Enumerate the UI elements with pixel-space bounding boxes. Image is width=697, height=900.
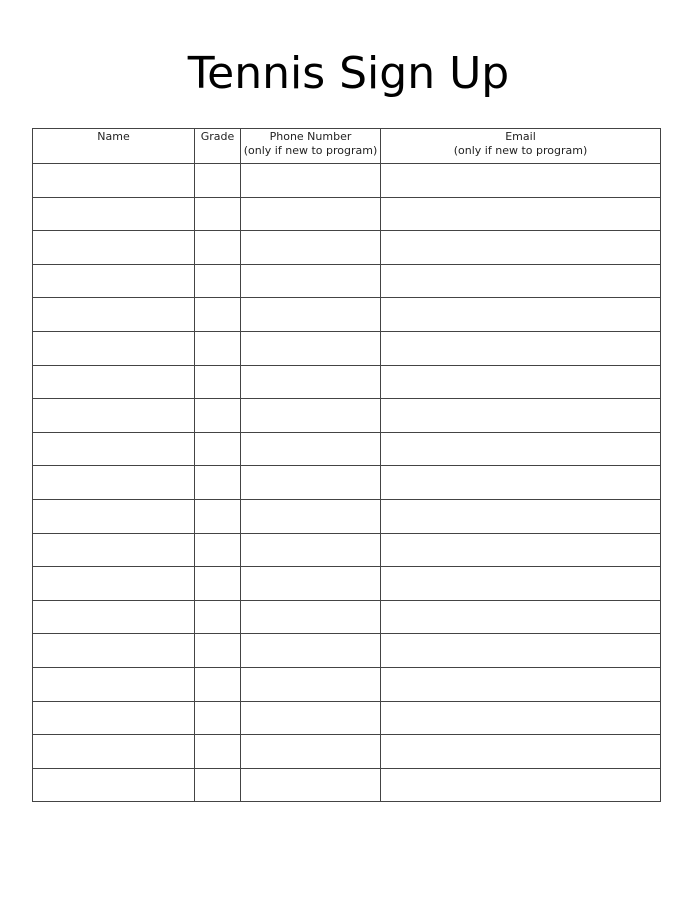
phone-cell[interactable] xyxy=(241,164,381,198)
name-cell[interactable] xyxy=(33,264,195,298)
grade-cell[interactable] xyxy=(195,533,241,567)
email-cell[interactable] xyxy=(381,735,661,769)
name-cell[interactable] xyxy=(33,432,195,466)
name-cell[interactable] xyxy=(33,768,195,802)
grade-cell[interactable] xyxy=(195,667,241,701)
table-row xyxy=(33,533,661,567)
phone-cell[interactable] xyxy=(241,701,381,735)
grade-cell[interactable] xyxy=(195,231,241,265)
table-row xyxy=(33,499,661,533)
name-cell[interactable] xyxy=(33,567,195,601)
grade-cell[interactable] xyxy=(195,399,241,433)
table-row xyxy=(33,634,661,668)
table-row xyxy=(33,231,661,265)
phone-cell[interactable] xyxy=(241,466,381,500)
table-body xyxy=(33,164,661,802)
table-row xyxy=(33,466,661,500)
email-cell[interactable] xyxy=(381,264,661,298)
signup-table xyxy=(32,128,661,802)
grade-cell[interactable] xyxy=(195,432,241,466)
phone-cell[interactable] xyxy=(241,533,381,567)
phone-cell[interactable] xyxy=(241,567,381,601)
name-cell[interactable] xyxy=(33,197,195,231)
name-cell[interactable] xyxy=(33,164,195,198)
grade-cell[interactable] xyxy=(195,768,241,802)
table-row xyxy=(33,331,661,365)
email-cell[interactable] xyxy=(381,768,661,802)
column-header-label: Grade xyxy=(200,130,235,143)
table-row xyxy=(33,701,661,735)
email-cell[interactable] xyxy=(381,533,661,567)
grade-cell[interactable] xyxy=(195,701,241,735)
phone-cell[interactable] xyxy=(241,231,381,265)
grade-cell[interactable] xyxy=(195,567,241,601)
name-cell[interactable] xyxy=(33,231,195,265)
table-row xyxy=(33,164,661,198)
grade-cell[interactable] xyxy=(195,499,241,533)
table-row xyxy=(33,667,661,701)
name-cell[interactable] xyxy=(33,533,195,567)
grade-cell[interactable] xyxy=(195,735,241,769)
table-row xyxy=(33,298,661,332)
email-cell[interactable] xyxy=(381,365,661,399)
phone-cell[interactable] xyxy=(241,365,381,399)
name-cell[interactable] xyxy=(33,298,195,332)
email-cell[interactable] xyxy=(381,331,661,365)
phone-cell[interactable] xyxy=(241,264,381,298)
header-row xyxy=(33,129,661,164)
grade-cell[interactable] xyxy=(195,634,241,668)
phone-cell[interactable] xyxy=(241,634,381,668)
email-cell[interactable] xyxy=(381,399,661,433)
table-row xyxy=(33,768,661,802)
name-cell[interactable] xyxy=(33,331,195,365)
name-cell[interactable] xyxy=(33,466,195,500)
table-row xyxy=(33,567,661,601)
name-cell[interactable] xyxy=(33,499,195,533)
column-header-label: Email xyxy=(505,130,536,143)
name-cell[interactable] xyxy=(33,735,195,769)
table-row xyxy=(33,432,661,466)
name-cell[interactable] xyxy=(33,634,195,668)
column-header-phone xyxy=(241,129,381,164)
grade-cell[interactable] xyxy=(195,331,241,365)
email-cell[interactable] xyxy=(381,231,661,265)
column-header-grade xyxy=(195,129,241,164)
phone-cell[interactable] xyxy=(241,499,381,533)
table-row xyxy=(33,735,661,769)
email-cell[interactable] xyxy=(381,298,661,332)
phone-cell[interactable] xyxy=(241,399,381,433)
grade-cell[interactable] xyxy=(195,298,241,332)
name-cell[interactable] xyxy=(33,701,195,735)
phone-cell[interactable] xyxy=(241,735,381,769)
column-header-label: Name xyxy=(97,130,130,143)
table-row xyxy=(33,399,661,433)
phone-cell[interactable] xyxy=(241,432,381,466)
grade-cell[interactable] xyxy=(195,600,241,634)
grade-cell[interactable] xyxy=(195,197,241,231)
column-header-name xyxy=(33,129,195,164)
name-cell[interactable] xyxy=(33,600,195,634)
grade-cell[interactable] xyxy=(195,365,241,399)
grade-cell[interactable] xyxy=(195,466,241,500)
email-cell[interactable] xyxy=(381,600,661,634)
email-cell[interactable] xyxy=(381,499,661,533)
column-header-sublabel: (only if new to program) xyxy=(243,144,378,157)
email-cell[interactable] xyxy=(381,466,661,500)
email-cell[interactable] xyxy=(381,634,661,668)
page-title: Tennis Sign Up xyxy=(187,48,510,99)
phone-cell[interactable] xyxy=(241,768,381,802)
name-cell[interactable] xyxy=(33,365,195,399)
email-cell[interactable] xyxy=(381,164,661,198)
email-cell[interactable] xyxy=(381,667,661,701)
table-row xyxy=(33,365,661,399)
table-row xyxy=(33,600,661,634)
grade-cell[interactable] xyxy=(195,264,241,298)
email-cell[interactable] xyxy=(381,701,661,735)
email-cell[interactable] xyxy=(381,197,661,231)
phone-cell[interactable] xyxy=(241,197,381,231)
name-cell[interactable] xyxy=(33,399,195,433)
email-cell[interactable] xyxy=(381,432,661,466)
phone-cell[interactable] xyxy=(241,600,381,634)
phone-cell[interactable] xyxy=(241,667,381,701)
grade-cell[interactable] xyxy=(195,164,241,198)
phone-cell[interactable] xyxy=(241,298,381,332)
phone-cell[interactable] xyxy=(241,331,381,365)
name-cell[interactable] xyxy=(33,667,195,701)
table-row xyxy=(33,264,661,298)
column-header-sublabel: (only if new to program) xyxy=(453,144,588,157)
column-header-label: Phone Number xyxy=(269,130,352,143)
email-cell[interactable] xyxy=(381,567,661,601)
column-header-email xyxy=(381,129,661,164)
table-row xyxy=(33,197,661,231)
